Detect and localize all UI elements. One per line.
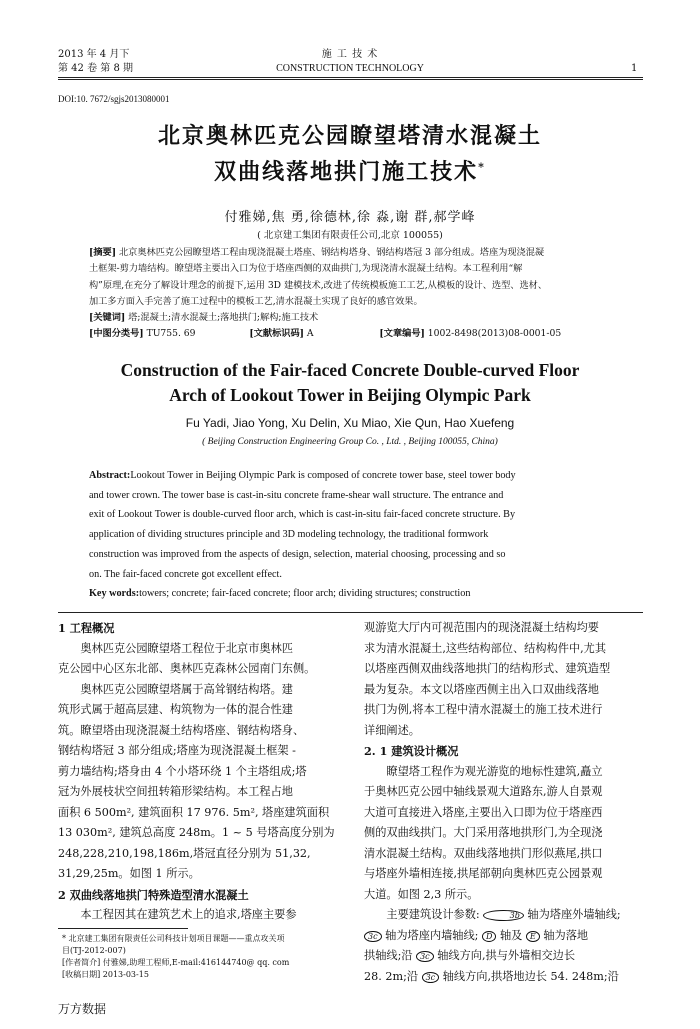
right-column — [364, 618, 644, 987]
keywords-cn: [关键词] 塔;混凝土;清水混凝土;落地拱门;解构;施工技术 — [89, 312, 319, 324]
para-line: 面积 6 500m², 建筑面积 17 976. 5m², 塔座建筑面积 — [58, 805, 330, 819]
axis-marker: 3c — [416, 951, 434, 962]
title-cn-line1: 北京奥林匹克公园瞭望塔清水混凝土 — [157, 123, 542, 149]
para-line: 观游览大厅内可视范围内的现浇混凝土结构均要 — [364, 621, 599, 634]
abstract-en-line: on. The fair-faced concrete got excellent effect. — [89, 568, 282, 580]
para-line: 拱门为例,将本工程中清水混凝土的施工技术进行 — [364, 703, 603, 716]
axis-marker: 3c — [422, 972, 440, 983]
para-line: 31,29,25m。如图 1 所示。 — [58, 867, 200, 880]
params-line: 3c 轴为塔座内墙轴线; D 轴及 E 轴为落地 — [364, 926, 644, 947]
title-footnote-star: * — [478, 160, 486, 174]
journal-title-cn: 施 工 技 术 — [321, 49, 379, 60]
para-line: 本工程因其在建筑艺术上的追求,塔座主要参 — [80, 908, 297, 921]
para-line: 奥林匹克公园瞭望塔工程位于北京市奥林匹 — [80, 641, 293, 655]
left-column — [58, 618, 338, 926]
fund-note: * 北京建工集团有限责任公司科技计划项目课题——重点攻关项 — [62, 934, 285, 943]
author-intro: [作者简介] 付雅娣,助理工程师,E-mail:416144740@ qq. com — [62, 958, 290, 967]
para-line: 剪力墙结构;塔身由 4 个小塔环绕 1 个主塔组成;塔 — [58, 764, 307, 778]
params-line: 拱轴线;沿 3c 轴线方向,拱与外墙相交边长 — [364, 949, 576, 962]
para-line: 于奥林匹克公园中轴线景观大道路东,游人自景观 — [364, 785, 603, 798]
para-line: 与塔座外墙相连接,拱尾部朝向奥林匹克公园景观 — [364, 867, 603, 880]
header-rule — [58, 77, 643, 78]
title-en-line1: Construction of the Fair-faced Concrete Double-curved Floor — [120, 360, 580, 380]
para-line: 清水混凝土结构。双曲线落地拱门形似燕尾,拱口 — [364, 846, 603, 860]
abstract-en-line: construction was improved from the aspects of design, selection, material choosing, processing and so — [89, 548, 506, 560]
para-line: 大道。如图 2,3 所示。 — [364, 887, 479, 901]
abstract-cn-line: 构”原理,在充分了解设计理念的前提下,运用 3D 建模技术,改进了传统模板施工工艺,从模板的设计、选型、选材、 — [89, 279, 548, 291]
title-cn-line2-text: 双曲线落地拱门施工技术 — [214, 159, 479, 185]
axis-marker: 3b — [483, 910, 524, 921]
received-date: [收稿日期] 2013-03-15 — [62, 970, 149, 979]
section-rule — [58, 612, 643, 613]
para-line: 以塔座西侧双曲线落地拱门的结构形式、建筑造型 — [364, 662, 611, 675]
abstract-cn-line: 加工多方面入手完善了施工过程中的模板工艺,清水混凝土实现了良好的感官效果。 — [89, 295, 423, 307]
axis-marker: E — [526, 931, 540, 942]
para-line: 求为清水混凝土,这些结构部位、结构构件中,尤其 — [364, 641, 607, 655]
para-line: 大道可直接进入塔座,主要出入口即为位于塔座西 — [364, 805, 603, 819]
doi: DOI:10. 7672/sgjs2013080001 — [58, 94, 170, 104]
abstract-en — [89, 466, 616, 604]
para-line: 13 030m², 建筑总高度 248m。1 ~ 5 号塔高度分别为 — [58, 826, 335, 839]
footnotes — [62, 933, 338, 981]
abstract-en-line: exit of Lookout Tower is double-curved floor arch, which is cast-in-situ fair-faced concrete structure. By — [89, 509, 516, 521]
axis-marker: 3c — [364, 931, 382, 942]
journal-title-en: CONSTRUCTION TECHNOLOGY — [276, 63, 424, 74]
abstract-cn — [89, 245, 616, 343]
affiliation-cn: ( 北京建工集团有限责任公司,北京 100055) — [257, 230, 443, 241]
keywords-en: Key words:towers; concrete; fair-faced concrete; floor arch; dividing structures; construction — [89, 588, 471, 600]
axis-marker: D — [482, 931, 496, 942]
issue-date: 2013 年 4 月下 — [58, 49, 130, 60]
authors-cn: 付雅娣,焦 勇,徐德林,徐 淼,谢 群,郝学峰 — [224, 210, 476, 225]
abstract-cn-line: [摘要] 北京奥林匹克公园瞭望塔工程由现浇混凝土塔座、钢结构塔身、钢结构塔冠 3 部分组成。塔座为现浇混凝 — [89, 247, 545, 258]
para-line: 详细阐述。 — [364, 723, 420, 737]
classification-line: [中图分类号] TU755. 69 [文献标识码] A [文章编号] 1002-8498(2013)08-0001-05 — [89, 328, 562, 340]
abstract-en-line: and tower crown. The tower base is cast-in-situ concrete frame-shear wall structure. The entrance and — [89, 489, 504, 501]
para-line: 侧的双曲线拱门。大门采用落地拱形门,为全现浇 — [364, 826, 603, 839]
heading-1: 1 工程概况 — [58, 621, 115, 635]
authors-en: Fu Yadi, Jiao Yong, Xu Delin, Xu Miao, Xie Qun, Hao Xuefeng — [185, 416, 515, 430]
footer-watermark: 万方数据 — [58, 1002, 107, 1016]
affiliation-en: ( Beijing Construction Engineering Group Co. , Ltd. , Beijing 100055, China) — [202, 437, 498, 447]
page-number: 1 — [631, 63, 638, 74]
para-line: 冠为外展枝状空间扭转箱形梁结构。本工程占地 — [58, 785, 293, 798]
fund-note: 目(TJ-2012-007) — [62, 946, 126, 955]
para-line: 钢结构塔冠 3 部分组成;塔座为现浇混凝土框架 - — [58, 744, 296, 757]
para-line: 248,228,210,198,186m,塔冠直径分别为 51,32, — [58, 846, 311, 860]
para-line: 克公园中心区东北部、奥林匹克森林公园南门东侧。 — [58, 662, 316, 675]
params-line: 主要建筑设计参数: 3b 轴为塔座外墙轴线; — [386, 908, 621, 921]
heading-2-1: 2. 1 建筑设计概况 — [364, 744, 459, 758]
params-line: 28. 2m;沿 3c 轴线方向,拱塔地边长 54. 248m;沿 — [364, 969, 619, 983]
abstract-cn-line: 土框架-剪力墙结构。瞭望塔主要出入口为位于塔座西侧的双曲拱门,为现浇清水混凝土结构。本工程利用“解 — [89, 263, 523, 275]
header-rule-2 — [58, 79, 643, 80]
abstract-en-line: Abstract:Lookout Tower in Beijing Olympic Park is composed of concrete tower base, steel tower body — [89, 470, 516, 481]
title-cn-line2 — [0, 155, 700, 186]
issue-volume: 第 42 卷 第 8 期 — [58, 63, 133, 74]
para-line: 筑。瞭望塔由现浇混凝土结构塔座、钢结构塔身、 — [58, 723, 305, 737]
abstract-en-label: Abstract: — [89, 470, 131, 481]
title-en-line2: Arch of Lookout Tower in Beijing Olympic Park — [169, 385, 531, 405]
para-line: 最为复杂。本文以塔座西侧主出入口双曲线落地 — [364, 682, 599, 696]
heading-2: 2 双曲线落地拱门特殊造型清水混凝土 — [58, 887, 249, 902]
para-line: 筑形式属于超高层建、构筑物为一体的混合性建 — [58, 703, 293, 716]
abstract-en-line: application of dividing structures principle and 3D modeling technology, the traditional formwork — [89, 529, 489, 541]
footnote-rule — [58, 928, 188, 929]
abstract-cn-label: [摘要] — [89, 247, 117, 258]
para-line: 瞭望塔工程作为观光游览的地标性建筑,矗立 — [386, 764, 603, 778]
para-line: 奥林匹克公园瞭望塔属于高耸钢结构塔。建 — [80, 682, 293, 696]
